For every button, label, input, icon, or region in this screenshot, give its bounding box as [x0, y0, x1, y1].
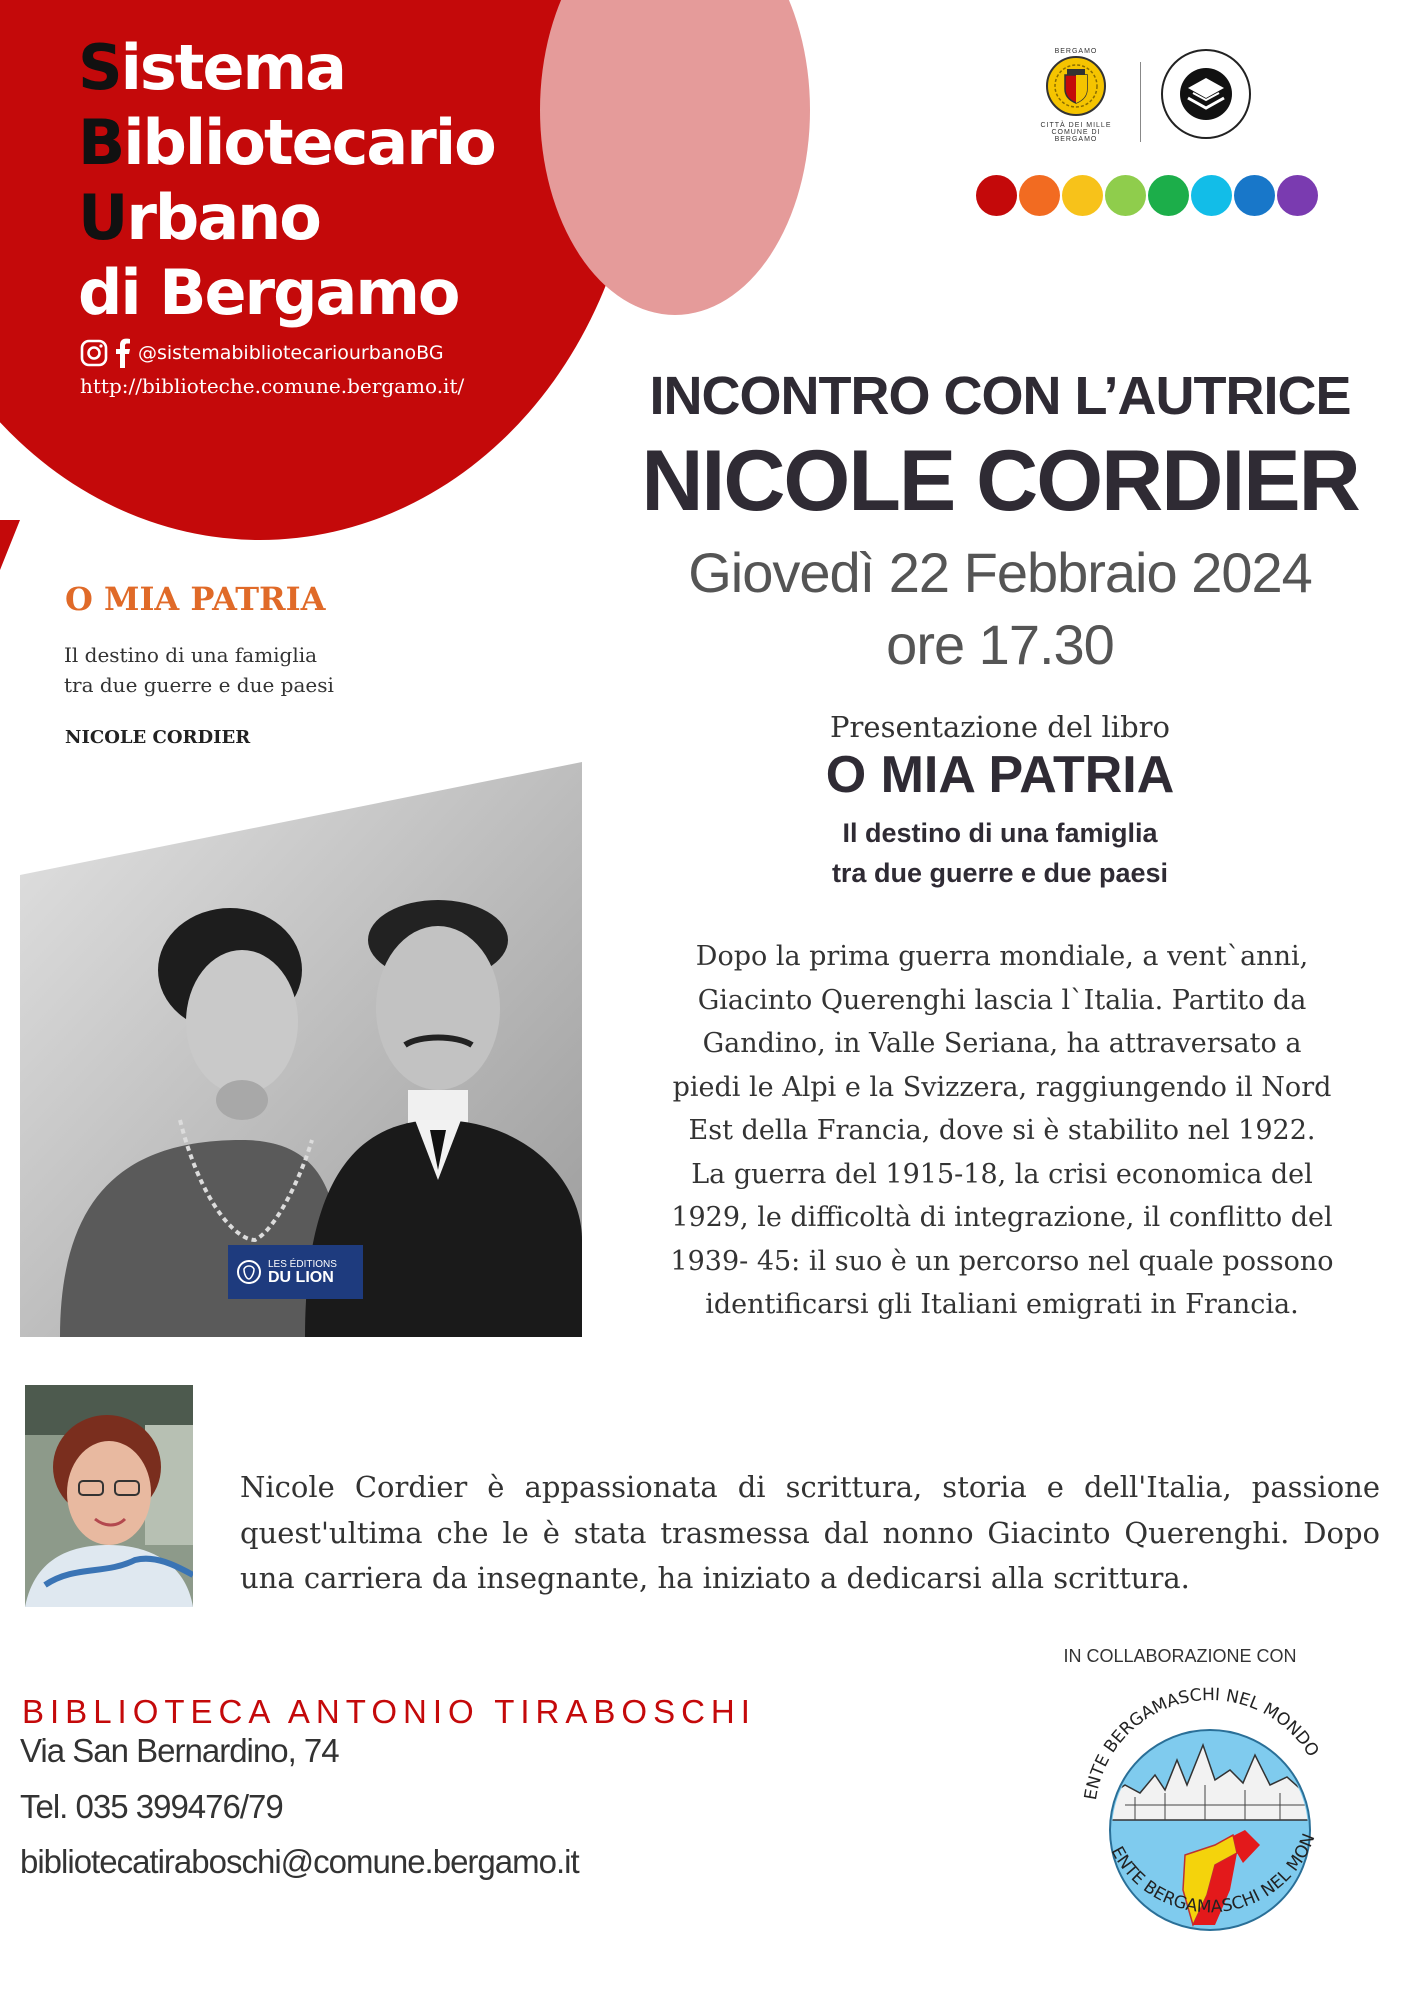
ente-logo-arc-top: ENTE BERGAMASCHI NEL MONDO	[1081, 1685, 1323, 1802]
header-red-tail	[0, 520, 20, 570]
publisher-badge	[228, 1245, 363, 1299]
logo-divider	[1140, 62, 1141, 142]
social-handle[interactable]: @sistemabibliotecariourbanoBG	[138, 342, 444, 364]
author-bio: Nicole Cordier è appassionata di scrittura, storia e dell'Italia, passione quest'ultima che le è stata trasmessa dal nonno Giacinto Querenghi. Dopo una carriera da insegnante, ha iniziato a dedicarsi alla scrittura.	[240, 1470, 1380, 1595]
sistema-bibliotecario-logo	[1160, 48, 1252, 140]
synopsis-line: identificarsi gli Italiani emigrati in Francia.	[705, 1289, 1299, 1320]
color-dot	[976, 175, 1017, 216]
library-phone[interactable]: Tel. 035 399476/79	[20, 1788, 283, 1825]
synopsis-line: Est della Francia, dove si è stabilito nel 1922.	[688, 1115, 1316, 1146]
website-link[interactable]: http://biblioteche.comune.bergamo.it/	[80, 374, 465, 398]
synopsis-line: 1939- 45: il suo è un percorso nel quale possono	[670, 1245, 1334, 1277]
library-address: Via San Bernardino, 74	[20, 1732, 339, 1769]
synopsis-line: Dopo la prima guerra mondiale, a vent`anni,	[695, 941, 1309, 972]
author-name: NICOLE CORDIER	[641, 433, 1359, 529]
synopsis-line: Gandino, in Valle Seriana, ha attraversato a	[702, 1028, 1302, 1059]
cover-author: NICOLE CORDIER	[65, 727, 251, 748]
cover-subtitle	[64, 640, 334, 700]
facebook-icon[interactable]	[114, 338, 132, 368]
organization-title: Sistema Bibliotecario Urbano di Bergamo	[78, 31, 495, 329]
comune-logo-caption: COMUNE DI BERGAMO	[1051, 129, 1101, 143]
book-subtitle-line: tra due guerre e due paesi	[831, 858, 1169, 888]
event-time: ore 17.30	[886, 613, 1114, 676]
comune-logo-city: BERGAMO	[1054, 48, 1098, 55]
author-photo	[25, 1385, 193, 1607]
color-dot	[1148, 175, 1189, 216]
ente-bergamaschi-logo	[1065, 1685, 1355, 1945]
book-title: O MIA PATRIA	[825, 746, 1175, 804]
event-kicker: INCONTRO CON L’AUTRICE	[649, 366, 1351, 426]
ente-logo-arc-bottom: ENTE BERGAMASCHI NEL MON	[1106, 1830, 1320, 1918]
bergamo-crest-icon	[1045, 55, 1107, 117]
synopsis-line: La guerra del 1915-18, la crisi economica del	[691, 1158, 1313, 1190]
library-email[interactable]: bibliotecatiraboschi@comune.bergamo.it	[20, 1843, 579, 1880]
instagram-icon[interactable]	[80, 339, 108, 367]
synopsis-line: 1929, le difficoltà di integrazione, il conflitto del	[671, 1202, 1333, 1233]
event-date: Giovedì 22 Febbraio 2024	[688, 541, 1312, 604]
library-name: BIBLIOTECA ANTONIO TIRABOSCHI	[22, 1693, 756, 1730]
color-dot	[1234, 175, 1275, 216]
book-cover-image	[20, 540, 582, 1337]
lion-icon	[236, 1257, 262, 1287]
book-subtitle-line: Il destino di una famiglia	[842, 818, 1158, 848]
social-links	[80, 338, 444, 368]
publisher-name: DU LION	[268, 1268, 334, 1286]
book-synopsis	[622, 935, 1382, 1327]
cover-subtitle-line: Il destino di una famiglia	[64, 643, 318, 667]
publisher-small: LES ÉDITIONS	[268, 1258, 337, 1270]
color-dot	[1019, 175, 1060, 216]
cover-subtitle-line: tra due guerre e due paesi	[64, 673, 334, 697]
color-dot	[1191, 175, 1232, 216]
book-subtitle	[590, 813, 1410, 893]
comune-logo-motto: CITTÀ DEI MILLE	[1040, 122, 1112, 129]
comune-di-bergamo-logo	[1030, 48, 1122, 143]
synopsis-line: Giacinto Querenghi lascia l`Italia. Partito da	[697, 984, 1307, 1016]
cover-title: O MIA PATRIA	[65, 580, 326, 618]
color-dots	[976, 175, 1318, 216]
synopsis-line: piedi le Alpi e la Svizzera, raggiungendo il Nord	[672, 1071, 1332, 1103]
color-dot	[1105, 175, 1146, 216]
color-dot	[1062, 175, 1103, 216]
collaboration-label: IN COLLABORAZIONE CON	[1063, 1646, 1297, 1666]
color-dot	[1277, 175, 1318, 216]
presentation-label: Presentazione del libro	[830, 710, 1170, 744]
